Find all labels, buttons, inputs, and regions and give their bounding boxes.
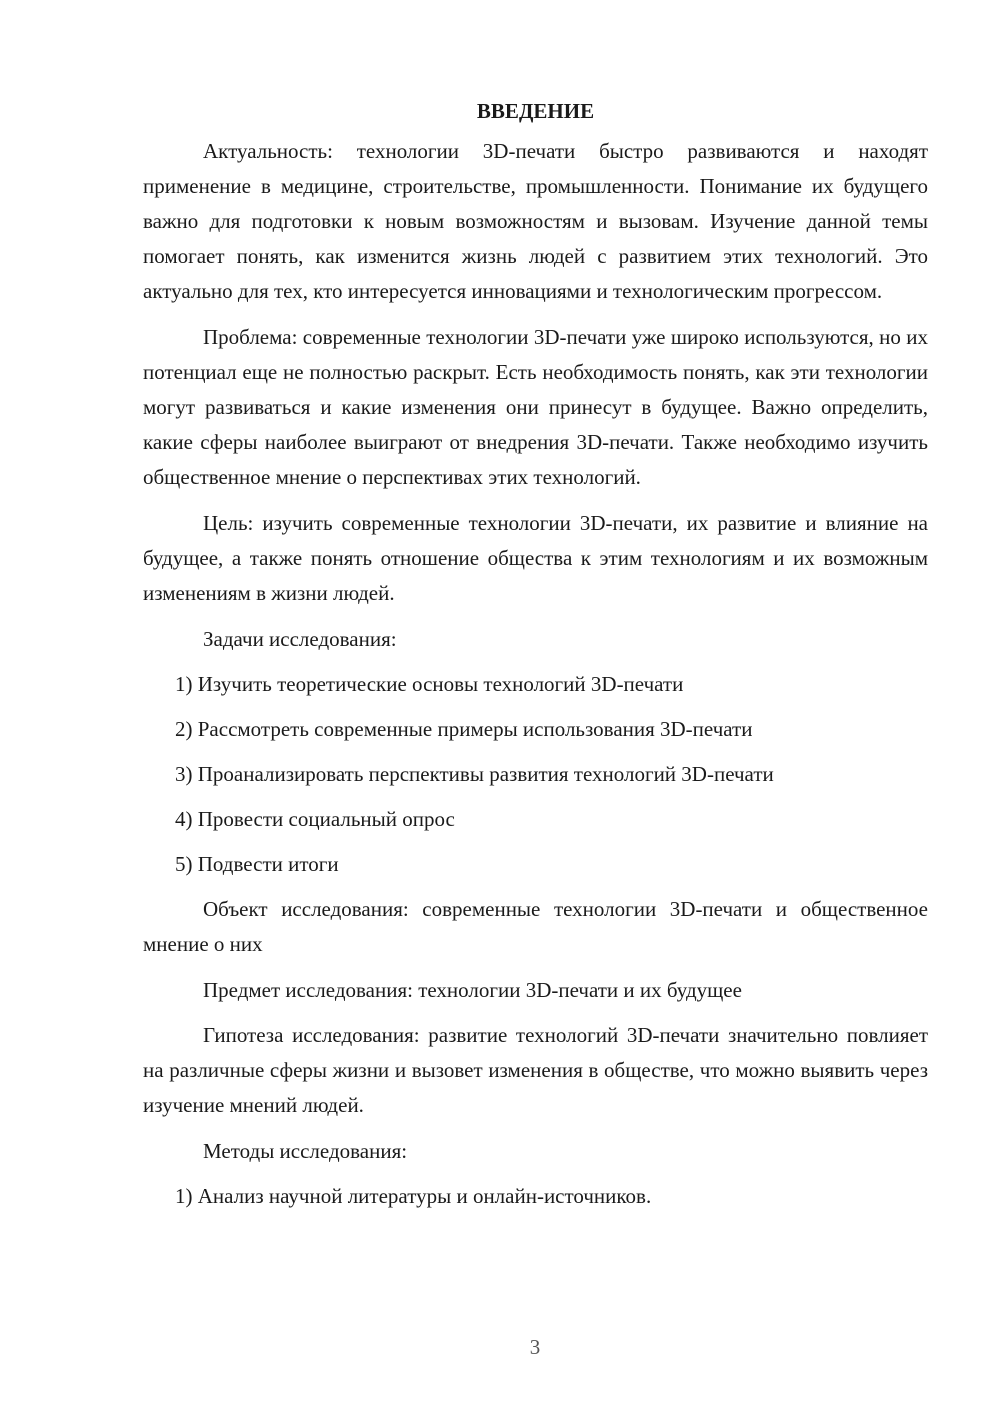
task-item-4: 4) Провести социальный опрос [175, 807, 455, 831]
object-paragraph: Объект исследования: современные технологии 3D-печати и общественное мнение о них [143, 897, 928, 956]
goal-paragraph: Цель: изучить современные технологии 3D-печати, их развитие и влияние на будущее, а также понять отношение общества к этим технологиям и их возможным изменениям в жизни людей. [143, 511, 928, 605]
document-page [143, 96, 928, 1224]
relevance-paragraph: Актуальность: технологии 3D-печати быстро развиваются и находят применение в медицине, строительстве, промышленности. Понимание их будущего важно для подготовки к новым возможностям и вызовам. Изучение данной темы помогает понять, как изменится жизнь людей с развитием этих технологий. Это актуально для тех, кто интересуется инновациями и технологическим прогрессом. [143, 139, 928, 303]
hypothesis-paragraph: Гипотеза исследования: развитие технологий 3D-печати значительно повлияет на различные сферы жизни и вызовет изменения в обществе, что можно выявить через изучение мнений людей. [143, 1023, 928, 1117]
task-item-3: 3) Проанализировать перспективы развития технологий 3D-печати [175, 762, 774, 786]
task-item-5: 5) Подвести итоги [175, 852, 339, 876]
methods-heading: Методы исследования: [203, 1139, 408, 1163]
problem-paragraph: Проблема: современные технологии 3D-печати уже широко используются, но их потенциал еще не полностью раскрыт. Есть необходимость понять, как эти технологии могут развиваться и какие изменения они принесут в будущее. Важно определить, какие сферы наиболее выиграют от внедрения 3D-печати. Также необходимо изучить общественное мнение о перспективах этих технологий. [143, 325, 928, 489]
method-item-1: 1) Анализ научной литературы и онлайн-источников. [175, 1184, 652, 1208]
task-item-2: 2) Рассмотреть современные примеры использования 3D-печати [175, 717, 753, 741]
tasks-heading: Задачи исследования: [203, 627, 397, 651]
subject-paragraph: Предмет исследования: технологии 3D-печати и их будущее [203, 978, 742, 1002]
page-title: ВВЕДЕНИЕ [476, 99, 595, 123]
page-number: 3 [529, 1335, 541, 1359]
task-item-1: 1) Изучить теоретические основы технологий 3D-печати [175, 672, 684, 696]
